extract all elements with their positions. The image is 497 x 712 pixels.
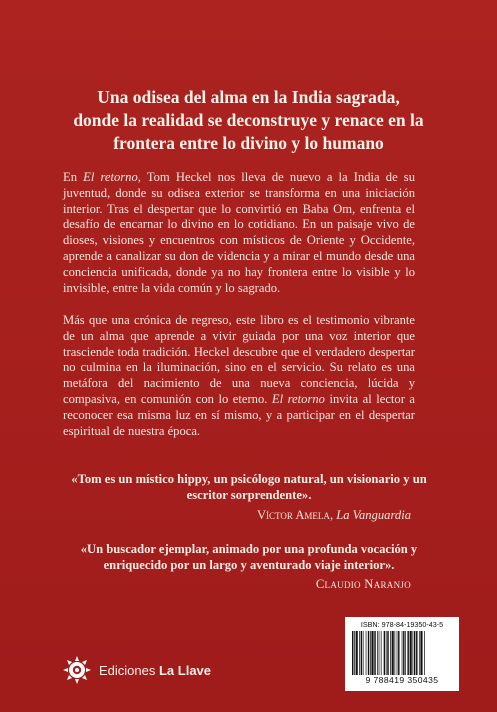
paragraph-prefix: En	[63, 170, 84, 184]
paragraph-text: Más que una crónica de regreso, este libro es el testimonio vibrante de un alma que aprende a vivir guiada por una voz interior que trasciende toda tradición. Heckel descubre que el verdadero despertar no culmina en la iluminación, sino en el servicio. Su relato es una metáfora del nacimiento de una nueva conciencia, lúcida y compasiva, en comunión con lo eterno.	[63, 313, 415, 406]
barcode-bars	[350, 631, 454, 675]
headline-line: donde la realidad se deconstruye y renace en la	[73, 110, 424, 130]
isbn-label: ISBN: 978-84-19350-43-5	[360, 620, 444, 629]
sun-eye-logo-icon	[62, 655, 92, 685]
blurb-quote-2: «Un buscador ejemplar, animado por una profunda vocación y enriquecido por un largo y aventurado viaje interior».	[80, 542, 418, 572]
blurb-author: Víctor Amela	[256, 508, 330, 522]
publisher-imprint	[62, 655, 211, 685]
book-title: El retorno	[83, 170, 138, 184]
blurb-attribution-1	[257, 508, 411, 523]
headline-line: frontera entre lo divino y lo humano	[113, 133, 384, 153]
barcode-digits: 9 788419 350435	[365, 675, 439, 685]
book-title: El retorno	[271, 391, 325, 406]
headline	[40, 86, 457, 155]
publisher-name: Ediciones La Llave	[99, 662, 212, 678]
attribution-separator: ,	[329, 508, 337, 522]
paragraph-text: invita al lector a reconocer esa misma luz en sí mismo, y a participar en el despertar espiritual de nuestra época.	[63, 391, 416, 438]
headline-line: Una odisea del alma en la India sagrada,	[97, 87, 400, 107]
barcode	[345, 617, 459, 691]
paragraph-text: , Tom Heckel nos lleva de nuevo a la India de su juventud, donde su odisea exterior se transforma en una iniciación interior. Tras el despertar que lo convirtió en Baba Om, enfrenta el desafío de encarnar lo divino en lo cotidiano. En un paisaje vivo de dioses, visiones y encuentros con místicos de Oriente y Occidente, aprende a canalizar su don de videncia y a mirar el mundo desde una conciencia unificada, donde ya no hay frontera entre lo visible y lo invisible, entre la vida común y lo sagrado.	[63, 170, 415, 295]
synopsis-paragraph-1	[63, 170, 415, 296]
synopsis-paragraph-2	[63, 313, 415, 439]
blurb-attribution-2: Claudio Naranjo	[315, 577, 411, 591]
blurb-source: La Vanguardia	[336, 508, 411, 522]
blurb-quote-1: «Tom es un místico hippy, un psicólogo natural, un visionario y un escritor sorprendente».	[71, 472, 427, 502]
